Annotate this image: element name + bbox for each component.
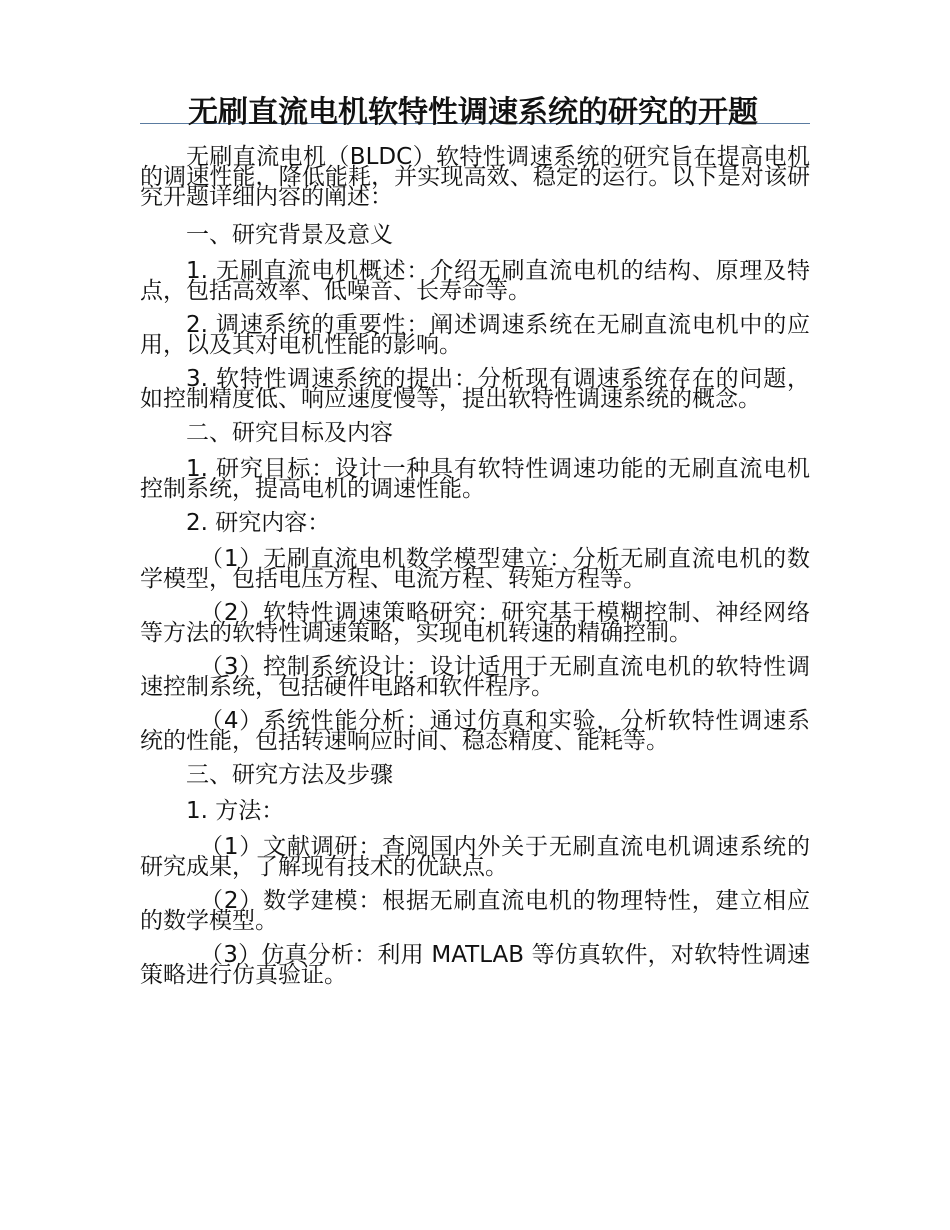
paragraph-item: 3. 软特性调速系统的提出：分析现有调速系统存在的问题，如控制精度低、响应速度慢等，提出软特性调速系统的概念。 <box>140 366 810 412</box>
paragraph-item: 2. 研究内容： <box>186 510 331 536</box>
section-heading-methods: 三、研究方法及步骤 <box>186 762 393 788</box>
paragraph-item: 1. 研究目标：设计一种具有软特性调速功能的无刷直流电机控制系统，提高电机的调速性能。 <box>140 456 810 502</box>
paragraph-item: 1. 无刷直流电机概述：介绍无刷直流电机的结构、原理及特点，包括高效率、低噪音、长寿命等。 <box>140 258 810 304</box>
paragraph-subitem: （2）软特性调速策略研究：研究基于模糊控制、神经网络等方法的软特性调速策略，实现电机转速的精确控制。 <box>140 600 810 646</box>
section-heading-goals: 二、研究目标及内容 <box>186 420 393 446</box>
intro-paragraph: 无刷直流电机（BLDC）软特性调速系统的研究旨在提高电机的调速性能，降低能耗，并实现高效、稳定的运行。以下是对该研究开题详细内容的阐述： <box>140 144 810 210</box>
paragraph-subitem: （3）仿真分析：利用 MATLAB 等仿真软件，对软特性调速策略进行仿真验证。 <box>140 942 810 988</box>
paragraph-subitem: （1）无刷直流电机数学模型建立：分析无刷直流电机的数学模型，包括电压方程、电流方程、转矩方程等。 <box>140 546 810 592</box>
paragraph-subitem: （1）文献调研：查阅国内外关于无刷直流电机调速系统的研究成果，了解现有技术的优缺点。 <box>140 834 810 880</box>
document-body <box>140 144 810 988</box>
document-title: 无刷直流电机软特性调速系统的研究的开题 <box>188 95 758 130</box>
paragraph-subitem: （4）系统性能分析：通过仿真和实验，分析软特性调速系统的性能，包括转速响应时间、稳态精度、能耗等。 <box>140 708 810 754</box>
paragraph-subitem: （2）数学建模：根据无刷直流电机的物理特性，建立相应的数学模型。 <box>140 888 810 934</box>
section-heading-background: 一、研究背景及意义 <box>186 222 393 248</box>
paragraph-subitem: （3）控制系统设计：设计适用于无刷直流电机的软特性调速控制系统，包括硬件电路和软件程序。 <box>140 654 810 700</box>
paragraph-item: 1. 方法： <box>186 798 285 824</box>
document-page <box>140 95 810 999</box>
paragraph-item: 2. 调速系统的重要性：阐述调速系统在无刷直流电机中的应用，以及其对电机性能的影响。 <box>140 312 810 358</box>
